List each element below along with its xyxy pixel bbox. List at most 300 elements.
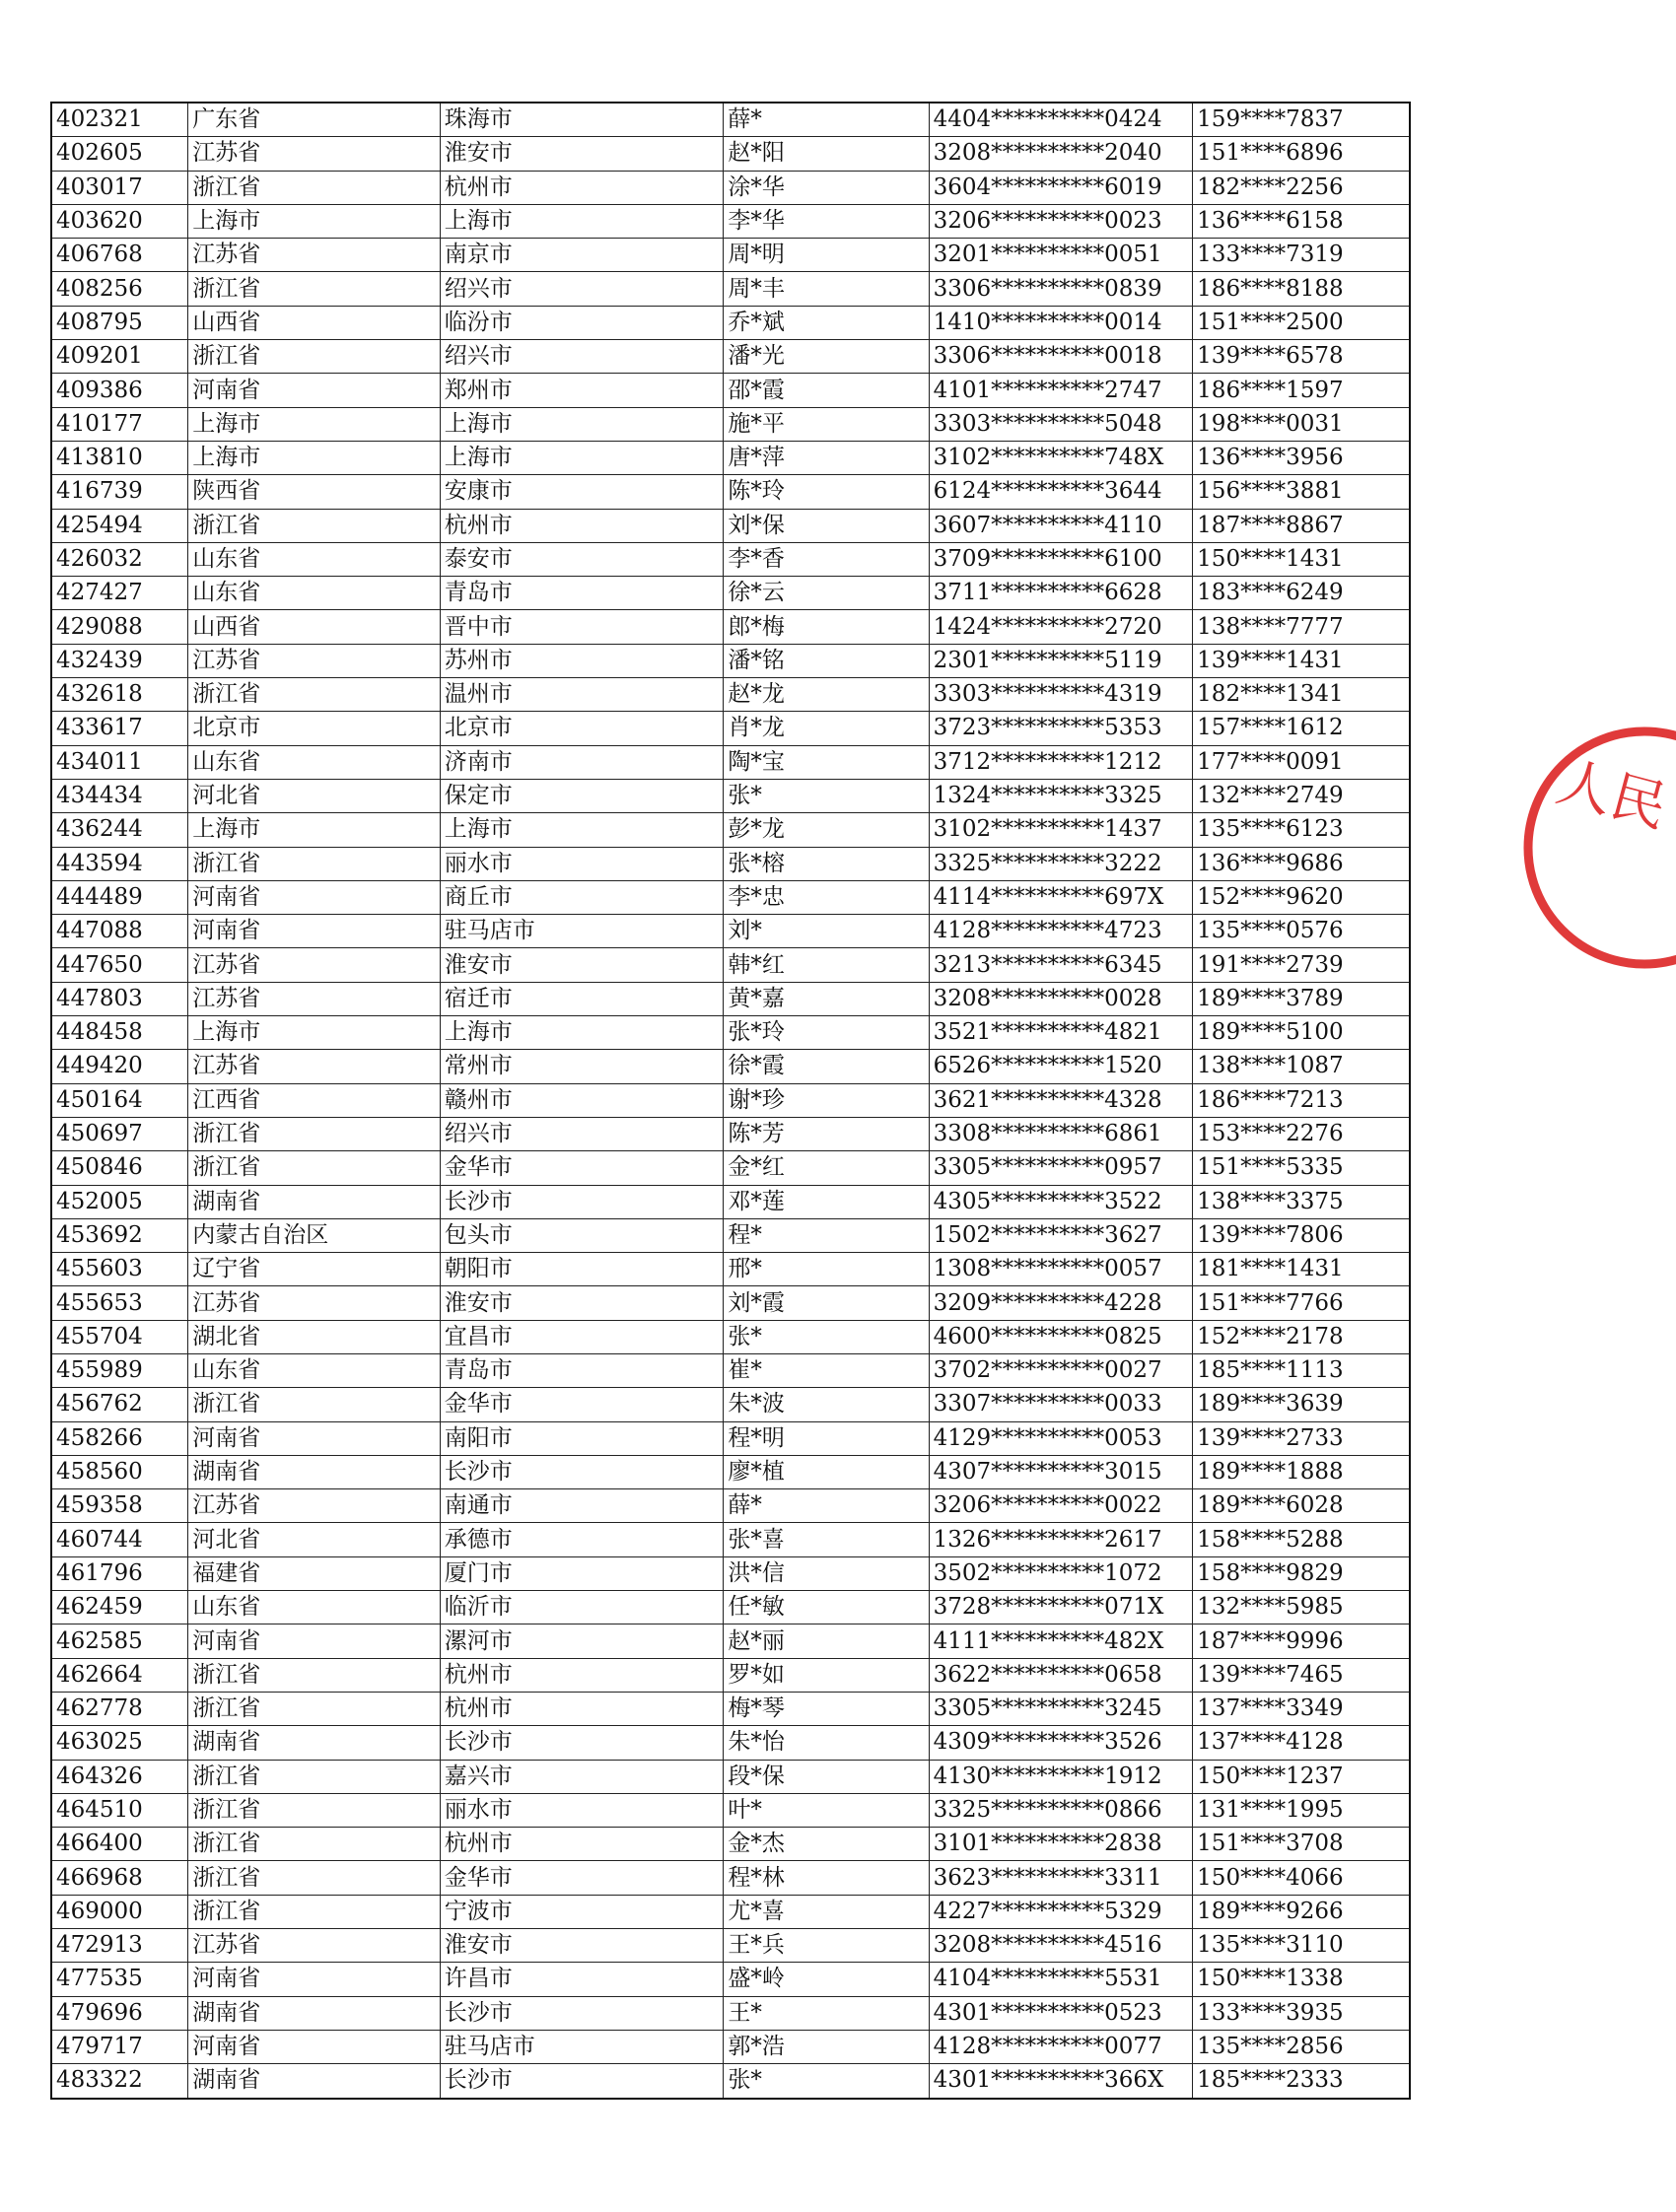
cell-id-number: 3308**********6861: [929, 1117, 1193, 1150]
cell-id-number: 3711**********6628: [929, 577, 1193, 610]
cell-city: 珠海市: [440, 103, 724, 137]
table-row: [51, 1692, 1410, 1725]
cell-province: 浙江省: [188, 1117, 440, 1150]
cell-id: 433617: [51, 712, 188, 745]
cell-city: 苏州市: [440, 644, 724, 677]
cell-id: 432618: [51, 678, 188, 712]
cell-id-number: 4128**********0077: [929, 2030, 1193, 2063]
cell-province: 上海市: [188, 813, 440, 847]
table-row: [51, 1083, 1410, 1117]
cell-province: 湖南省: [188, 1185, 440, 1218]
cell-id: 450846: [51, 1151, 188, 1185]
cell-id-number: 3502**********1072: [929, 1556, 1193, 1590]
cell-province: 山东省: [188, 1353, 440, 1387]
cell-id: 429088: [51, 610, 188, 644]
cell-id-number: 3305**********0957: [929, 1151, 1193, 1185]
table-row: [51, 847, 1410, 880]
cell-name: 程*林: [724, 1861, 929, 1895]
cell-id-number: 3307**********0033: [929, 1388, 1193, 1421]
cell-phone: 186****8188: [1193, 272, 1410, 306]
cell-city: 金华市: [440, 1861, 724, 1895]
cell-name: 张*: [724, 1320, 929, 1353]
cell-city: 青岛市: [440, 1353, 724, 1387]
table-row: [51, 1996, 1410, 2030]
cell-phone: 135****6123: [1193, 813, 1410, 847]
cell-id-number: 3213**********6345: [929, 948, 1193, 982]
cell-name: 肖*龙: [724, 712, 929, 745]
cell-name: 程*明: [724, 1421, 929, 1455]
cell-id: 408795: [51, 306, 188, 339]
table-row: [51, 475, 1410, 509]
cell-city: 绍兴市: [440, 1117, 724, 1150]
cell-phone: 137****4128: [1193, 1726, 1410, 1760]
cell-id: 462664: [51, 1658, 188, 1692]
table-row: [51, 306, 1410, 339]
cell-province: 河南省: [188, 374, 440, 407]
cell-phone: 182****2256: [1193, 171, 1410, 204]
cell-id: 450164: [51, 1083, 188, 1117]
cell-city: 长沙市: [440, 1996, 724, 2030]
table-row: [51, 239, 1410, 272]
cell-name: 朱*波: [724, 1388, 929, 1421]
table-row: [51, 171, 1410, 204]
cell-id-number: 4104**********5531: [929, 1963, 1193, 1996]
cell-id-number: 3102**********748X: [929, 441, 1193, 474]
cell-name: 徐*云: [724, 577, 929, 610]
cell-province: 江苏省: [188, 1489, 440, 1523]
table-row: [51, 1185, 1410, 1218]
cell-id: 434011: [51, 745, 188, 779]
cell-province: 广东省: [188, 103, 440, 137]
cell-province: 浙江省: [188, 1760, 440, 1793]
cell-phone: 153****2276: [1193, 1117, 1410, 1150]
cell-id: 444489: [51, 880, 188, 914]
cell-city: 南阳市: [440, 1421, 724, 1455]
cell-phone: 151****3708: [1193, 1828, 1410, 1861]
cell-phone: 186****7213: [1193, 1083, 1410, 1117]
cell-phone: 151****5335: [1193, 1151, 1410, 1185]
cell-phone: 135****0576: [1193, 915, 1410, 948]
cell-name: 叶*: [724, 1793, 929, 1827]
cell-province: 山西省: [188, 306, 440, 339]
cell-id-number: 6124**********3644: [929, 475, 1193, 509]
cell-city: 丽水市: [440, 847, 724, 880]
table-row: [51, 103, 1410, 137]
cell-id: 455704: [51, 1320, 188, 1353]
cell-phone: 133****7319: [1193, 239, 1410, 272]
cell-name: 邢*: [724, 1253, 929, 1286]
cell-id: 427427: [51, 577, 188, 610]
cell-name: 盛*岭: [724, 1963, 929, 1996]
cell-id-number: 3702**********0027: [929, 1353, 1193, 1387]
cell-id-number: 4305**********3522: [929, 1185, 1193, 1218]
cell-id: 443594: [51, 847, 188, 880]
cell-id: 455989: [51, 1353, 188, 1387]
cell-city: 淮安市: [440, 1286, 724, 1320]
cell-id: 409386: [51, 374, 188, 407]
cell-phone: 189****5100: [1193, 1016, 1410, 1050]
cell-city: 泰安市: [440, 542, 724, 576]
cell-id: 483322: [51, 2064, 188, 2099]
cell-phone: 150****4066: [1193, 1861, 1410, 1895]
table-row: [51, 1726, 1410, 1760]
cell-city: 杭州市: [440, 171, 724, 204]
table-row: [51, 1286, 1410, 1320]
cell-id: 466400: [51, 1828, 188, 1861]
cell-id: 456762: [51, 1388, 188, 1421]
cell-id-number: 4309**********3526: [929, 1726, 1193, 1760]
cell-province: 山东省: [188, 1591, 440, 1624]
cell-phone: 150****1237: [1193, 1760, 1410, 1793]
cell-province: 江苏省: [188, 1929, 440, 1963]
cell-province: 上海市: [188, 407, 440, 441]
cell-name: 张*: [724, 779, 929, 812]
cell-city: 赣州市: [440, 1083, 724, 1117]
cell-province: 湖南省: [188, 2064, 440, 2099]
cell-phone: 132****2749: [1193, 779, 1410, 812]
table-row: [51, 610, 1410, 644]
table-row: [51, 1963, 1410, 1996]
cell-id: 460744: [51, 1523, 188, 1556]
cell-phone: 132****5985: [1193, 1591, 1410, 1624]
cell-id-number: 4307**********3015: [929, 1455, 1193, 1488]
cell-province: 福建省: [188, 1556, 440, 1590]
cell-id: 464326: [51, 1760, 188, 1793]
cell-phone: 189****3639: [1193, 1388, 1410, 1421]
cell-name: 彭*龙: [724, 813, 929, 847]
cell-name: 朱*怡: [724, 1726, 929, 1760]
cell-id-number: 3209**********4228: [929, 1286, 1193, 1320]
cell-city: 上海市: [440, 1016, 724, 1050]
cell-city: 宜昌市: [440, 1320, 724, 1353]
cell-id-number: 3607**********4110: [929, 509, 1193, 542]
table-row: [51, 542, 1410, 576]
cell-phone: 159****7837: [1193, 103, 1410, 137]
cell-province: 湖北省: [188, 1320, 440, 1353]
cell-id-number: 6526**********1520: [929, 1050, 1193, 1083]
cell-phone: 189****1888: [1193, 1455, 1410, 1488]
cell-province: 浙江省: [188, 678, 440, 712]
cell-city: 许昌市: [440, 1963, 724, 1996]
cell-id-number: 1424**********2720: [929, 610, 1193, 644]
cell-phone: 139****7806: [1193, 1218, 1410, 1252]
table-row: [51, 880, 1410, 914]
cell-phone: 138****3375: [1193, 1185, 1410, 1218]
cell-province: 山东省: [188, 745, 440, 779]
cell-province: 浙江省: [188, 1861, 440, 1895]
cell-id-number: 3303**********5048: [929, 407, 1193, 441]
cell-province: 上海市: [188, 441, 440, 474]
cell-city: 上海市: [440, 813, 724, 847]
cell-province: 河南省: [188, 1963, 440, 1996]
table-row: [51, 1929, 1410, 1963]
cell-phone: 187****9996: [1193, 1624, 1410, 1658]
cell-phone: 136****6158: [1193, 204, 1410, 238]
cell-id: 408256: [51, 272, 188, 306]
cell-city: 南通市: [440, 1489, 724, 1523]
cell-phone: 139****2733: [1193, 1421, 1410, 1455]
cell-province: 河北省: [188, 1523, 440, 1556]
cell-name: 张*榕: [724, 847, 929, 880]
cell-province: 浙江省: [188, 1793, 440, 1827]
cell-province: 陕西省: [188, 475, 440, 509]
cell-id-number: 3325**********0866: [929, 1793, 1193, 1827]
cell-city: 临汾市: [440, 306, 724, 339]
cell-city: 北京市: [440, 712, 724, 745]
table-row: [51, 644, 1410, 677]
cell-name: 唐*萍: [724, 441, 929, 474]
official-seal-stamp: [1479, 710, 1676, 986]
cell-phone: 189****9266: [1193, 1895, 1410, 1928]
cell-city: 驻马店市: [440, 2030, 724, 2063]
cell-city: 长沙市: [440, 1726, 724, 1760]
cell-id-number: 3306**********0839: [929, 272, 1193, 306]
cell-city: 宿迁市: [440, 982, 724, 1015]
cell-phone: 181****1431: [1193, 1253, 1410, 1286]
cell-name: 段*保: [724, 1760, 929, 1793]
cell-name: 涂*华: [724, 171, 929, 204]
cell-id-number: 3206**********0023: [929, 204, 1193, 238]
cell-name: 赵*丽: [724, 1624, 929, 1658]
cell-city: 保定市: [440, 779, 724, 812]
cell-phone: 158****5288: [1193, 1523, 1410, 1556]
cell-name: 任*敏: [724, 1591, 929, 1624]
cell-province: 上海市: [188, 1016, 440, 1050]
cell-id: 448458: [51, 1016, 188, 1050]
cell-province: 河南省: [188, 1421, 440, 1455]
cell-id-number: 3102**********1437: [929, 813, 1193, 847]
cell-city: 临沂市: [440, 1591, 724, 1624]
cell-name: 廖*植: [724, 1455, 929, 1488]
cell-name: 李*华: [724, 204, 929, 238]
table-row: [51, 2064, 1410, 2099]
cell-city: 杭州市: [440, 1692, 724, 1725]
cell-id-number: 3201**********0051: [929, 239, 1193, 272]
cell-id-number: 4404**********0424: [929, 103, 1193, 137]
table-row: [51, 712, 1410, 745]
cell-province: 山西省: [188, 610, 440, 644]
cell-city: 上海市: [440, 204, 724, 238]
cell-id: 458560: [51, 1455, 188, 1488]
cell-city: 温州市: [440, 678, 724, 712]
cell-city: 杭州市: [440, 1828, 724, 1861]
cell-province: 江西省: [188, 1083, 440, 1117]
cell-province: 浙江省: [188, 1895, 440, 1928]
table-row: [51, 2030, 1410, 2063]
cell-city: 漯河市: [440, 1624, 724, 1658]
cell-phone: 138****1087: [1193, 1050, 1410, 1083]
cell-id: 455653: [51, 1286, 188, 1320]
cell-id-number: 4101**********2747: [929, 374, 1193, 407]
cell-id: 458266: [51, 1421, 188, 1455]
cell-id-number: 4129**********0053: [929, 1421, 1193, 1455]
cell-id: 425494: [51, 509, 188, 542]
cell-province: 内蒙古自治区: [188, 1218, 440, 1252]
cell-id: 447088: [51, 915, 188, 948]
cell-name: 邵*霞: [724, 374, 929, 407]
cell-id: 403620: [51, 204, 188, 238]
cell-phone: 187****8867: [1193, 509, 1410, 542]
cell-name: 郎*梅: [724, 610, 929, 644]
table-row: [51, 1388, 1410, 1421]
cell-name: 张*喜: [724, 1523, 929, 1556]
cell-name: 乔*斌: [724, 306, 929, 339]
cell-id: 477535: [51, 1963, 188, 1996]
cell-province: 江苏省: [188, 948, 440, 982]
cell-id: 463025: [51, 1726, 188, 1760]
cell-phone: 135****3110: [1193, 1929, 1410, 1963]
cell-id: 479717: [51, 2030, 188, 2063]
cell-id-number: 3303**********4319: [929, 678, 1193, 712]
cell-id: 426032: [51, 542, 188, 576]
cell-id-number: 4301**********0523: [929, 1996, 1193, 2030]
cell-id-number: 3208**********4516: [929, 1929, 1193, 1963]
cell-city: 上海市: [440, 441, 724, 474]
cell-name: 谢*珍: [724, 1083, 929, 1117]
cell-phone: 185****1113: [1193, 1353, 1410, 1387]
cell-phone: 185****2333: [1193, 2064, 1410, 2099]
cell-province: 湖南省: [188, 1726, 440, 1760]
cell-id-number: 3208**********0028: [929, 982, 1193, 1015]
cell-name: 张*: [724, 2064, 929, 2099]
cell-id-number: 3622**********0658: [929, 1658, 1193, 1692]
cell-province: 江苏省: [188, 1286, 440, 1320]
table-row: [51, 1793, 1410, 1827]
cell-phone: 139****1431: [1193, 644, 1410, 677]
cell-id-number: 4130**********1912: [929, 1760, 1193, 1793]
cell-id-number: 1324**********3325: [929, 779, 1193, 812]
cell-name: 潘*光: [724, 340, 929, 374]
table-row: [51, 1591, 1410, 1624]
cell-id: 479696: [51, 1996, 188, 2030]
cell-id: 413810: [51, 441, 188, 474]
cell-city: 包头市: [440, 1218, 724, 1252]
roster-table: [50, 102, 1411, 2100]
cell-phone: 189****3789: [1193, 982, 1410, 1015]
table-row: [51, 982, 1410, 1015]
cell-name: 周*丰: [724, 272, 929, 306]
cell-province: 江苏省: [188, 239, 440, 272]
cell-id-number: 2301**********5119: [929, 644, 1193, 677]
cell-id: 462459: [51, 1591, 188, 1624]
cell-province: 江苏省: [188, 137, 440, 171]
cell-city: 厦门市: [440, 1556, 724, 1590]
cell-name: 崔*: [724, 1353, 929, 1387]
cell-id: 406768: [51, 239, 188, 272]
cell-name: 刘*: [724, 915, 929, 948]
cell-province: 山东省: [188, 542, 440, 576]
cell-city: 常州市: [440, 1050, 724, 1083]
cell-name: 薛*: [724, 103, 929, 137]
cell-id-number: 4111**********482X: [929, 1624, 1193, 1658]
cell-id-number: 1410**********0014: [929, 306, 1193, 339]
cell-id: 472913: [51, 1929, 188, 1963]
table-row: [51, 1016, 1410, 1050]
cell-id: 416739: [51, 475, 188, 509]
cell-name: 周*明: [724, 239, 929, 272]
cell-phone: 133****3935: [1193, 1996, 1410, 2030]
cell-name: 刘*保: [724, 509, 929, 542]
cell-id: 462585: [51, 1624, 188, 1658]
table-row: [51, 1218, 1410, 1252]
cell-city: 丽水市: [440, 1793, 724, 1827]
cell-city: 晋中市: [440, 610, 724, 644]
cell-province: 浙江省: [188, 1658, 440, 1692]
cell-phone: 139****7465: [1193, 1658, 1410, 1692]
table-row: [51, 374, 1410, 407]
seal-text: 人民: [1550, 749, 1674, 841]
cell-city: 杭州市: [440, 1658, 724, 1692]
table-row: [51, 1828, 1410, 1861]
cell-phone: 151****6896: [1193, 137, 1410, 171]
cell-name: 韩*红: [724, 948, 929, 982]
cell-city: 淮安市: [440, 1929, 724, 1963]
cell-id: 434434: [51, 779, 188, 812]
cell-id-number: 3709**********6100: [929, 542, 1193, 576]
roster-table-body: [51, 103, 1410, 2099]
cell-phone: 137****3349: [1193, 1692, 1410, 1725]
cell-city: 安康市: [440, 475, 724, 509]
cell-name: 洪*信: [724, 1556, 929, 1590]
cell-city: 嘉兴市: [440, 1760, 724, 1793]
cell-id: 449420: [51, 1050, 188, 1083]
cell-province: 湖南省: [188, 1455, 440, 1488]
cell-name: 施*平: [724, 407, 929, 441]
cell-id-number: 3521**********4821: [929, 1016, 1193, 1050]
table-row: [51, 1895, 1410, 1928]
table-row: [51, 915, 1410, 948]
cell-province: 江苏省: [188, 982, 440, 1015]
table-row: [51, 745, 1410, 779]
cell-city: 绍兴市: [440, 340, 724, 374]
cell-city: 宁波市: [440, 1895, 724, 1928]
cell-city: 长沙市: [440, 2064, 724, 2099]
cell-id: 464510: [51, 1793, 188, 1827]
cell-province: 河南省: [188, 880, 440, 914]
cell-province: 江苏省: [188, 1050, 440, 1083]
cell-province: 浙江省: [188, 1388, 440, 1421]
cell-name: 薛*: [724, 1489, 929, 1523]
cell-province: 上海市: [188, 204, 440, 238]
cell-phone: 131****1995: [1193, 1793, 1410, 1827]
cell-name: 尤*喜: [724, 1895, 929, 1928]
table-row: [51, 948, 1410, 982]
cell-id: 459358: [51, 1489, 188, 1523]
cell-id-number: 1308**********0057: [929, 1253, 1193, 1286]
cell-name: 黄*嘉: [724, 982, 929, 1015]
cell-city: 驻马店市: [440, 915, 724, 948]
cell-phone: 182****1341: [1193, 678, 1410, 712]
cell-id-number: 4114**********697X: [929, 880, 1193, 914]
cell-id-number: 4600**********0825: [929, 1320, 1193, 1353]
cell-id: 402605: [51, 137, 188, 171]
cell-name: 邓*莲: [724, 1185, 929, 1218]
table-row: [51, 1556, 1410, 1590]
cell-name: 刘*霞: [724, 1286, 929, 1320]
cell-province: 河南省: [188, 915, 440, 948]
table-row: [51, 779, 1410, 812]
cell-phone: 150****1338: [1193, 1963, 1410, 1996]
cell-phone: 151****7766: [1193, 1286, 1410, 1320]
cell-id: 450697: [51, 1117, 188, 1150]
cell-phone: 150****1431: [1193, 542, 1410, 576]
table-row: [51, 1658, 1410, 1692]
cell-id-number: 3208**********2040: [929, 137, 1193, 171]
cell-id: 452005: [51, 1185, 188, 1218]
cell-city: 上海市: [440, 407, 724, 441]
cell-name: 陶*宝: [724, 745, 929, 779]
cell-name: 徐*霞: [724, 1050, 929, 1083]
